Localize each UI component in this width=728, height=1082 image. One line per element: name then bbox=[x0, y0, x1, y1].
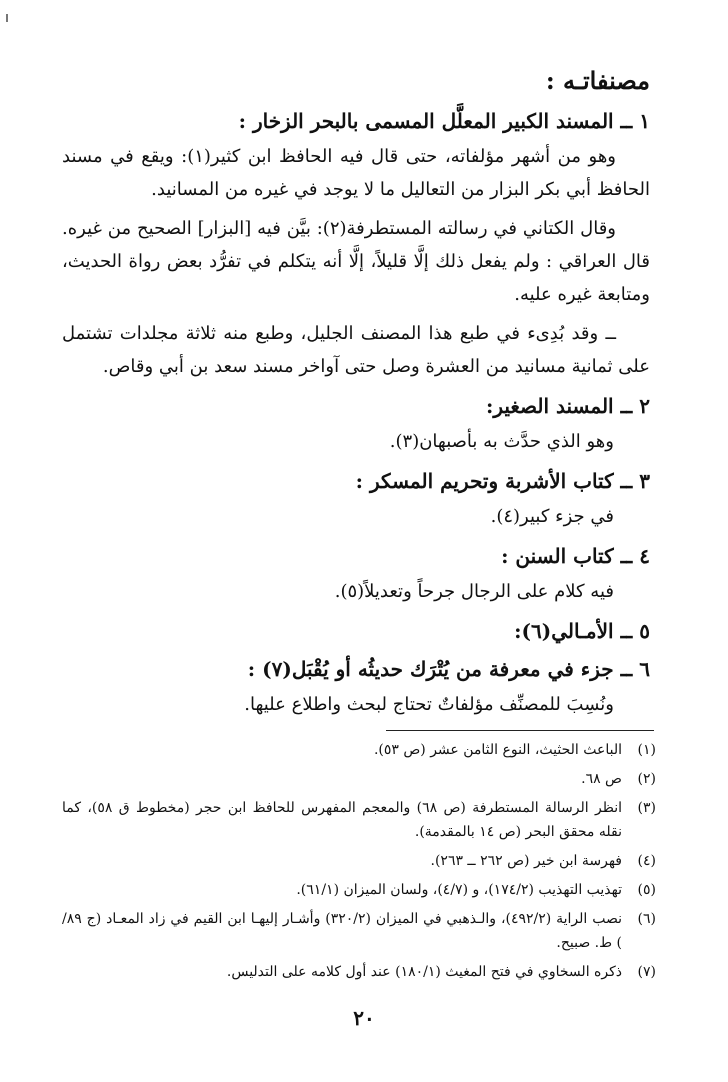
footnote bbox=[62, 849, 656, 873]
footnote-number: (٦) bbox=[637, 911, 656, 927]
footnote-text: ذكره السخاوي في فتح المغيث (١٨٠/١) عند أول كلامه على التدليس. bbox=[226, 964, 622, 980]
footnote-text: نصب الراية (٤٩٢/٢)، والـذهبي في الميزان (٣٢٠/٢) وأشـار إليهـا ابن القيم في زاد المعـاد (ج ٨٩/ ) ط. صبيح. bbox=[62, 911, 623, 951]
item-3-paragraph: في جزء كبير(٤). bbox=[490, 506, 614, 527]
footnote bbox=[62, 738, 656, 762]
footnote bbox=[62, 960, 656, 984]
footnote-text: الباعث الحثيث، النوع الثامن عشر (ص ٥٣). bbox=[373, 742, 622, 758]
footnote-number: (٧) bbox=[637, 964, 656, 980]
footnote-number: (٥) bbox=[637, 882, 656, 898]
footnote bbox=[62, 878, 656, 902]
footnote bbox=[62, 907, 656, 955]
item-heading-3: ٣ ــ كتاب الأشربة وتحريم المسكر : bbox=[355, 469, 650, 493]
footnote-text: ص ٦٨. bbox=[581, 771, 622, 787]
footnote-number: (١) bbox=[637, 742, 656, 758]
footnote-number: (٤) bbox=[637, 853, 656, 869]
item-4-paragraph: فيه كلام على الرجال جرحاً وتعديلاً(٥). bbox=[334, 581, 614, 602]
item-1-paragraph-3: ــ وقد بُدِىء في طبع هذا المصنف الجليل، وطبع منه ثلاثة مجلدات تشتمل على ثمانية مسانيد من العشرة وصل حتى آواخر مسند سعد بن أبي وقاص. bbox=[62, 323, 650, 377]
item-6-paragraph: ونُسِبَ للمصنِّف مؤلفاتٌ تحتاج لبحث واطلاع عليها. bbox=[244, 694, 614, 715]
footnote-text: تهذيب التهذيب (١٧٤/٢)، و (٤/٧)، ولسان الميزان (٦١/١). bbox=[296, 882, 622, 898]
scan-edge-mark bbox=[6, 14, 8, 22]
item-1-paragraph-1: وهو من أشهر مؤلفاته، حتى قال فيه الحافظ ابن كثير(١): ويقع في مسند الحافظ أبي بكر البزار من التعاليل ما لا يوجد في غيره من المسانيد. bbox=[62, 146, 650, 200]
footnote bbox=[62, 767, 656, 791]
item-heading-6: ٦ ــ جزء في معرفة من يُتْرَك حديثُه أو يُقْبَل(٧) : bbox=[247, 657, 650, 681]
footnotes bbox=[62, 738, 656, 989]
item-heading-2: ٢ ــ المسند الصغير: bbox=[485, 394, 650, 418]
page-number: ٢٠ bbox=[353, 1006, 375, 1030]
footnote-text: فهرسة ابن خير (ص ٢٦٢ ــ ٢٦٣). bbox=[430, 853, 622, 869]
footnote-number: (٢) bbox=[637, 771, 656, 787]
footnote-separator bbox=[386, 730, 654, 731]
footnote-number: (٣) bbox=[637, 800, 656, 816]
main-text bbox=[62, 62, 650, 727]
item-heading-4: ٤ ــ كتاب السنن : bbox=[501, 544, 650, 568]
item-1-paragraph-2: وقال الكتاني في رسالته المستطرفة(٢): بيَّن فيه [البزار] الصحيح من غيره. قال العراقي : ولم يفعل ذلك إلَّا قليلاً، إلَّا أنه يتكلم في تفرُّد بعض رواة الحديث، ومتابعة غيره عليه. bbox=[62, 218, 650, 305]
item-heading-1: ١ ــ المسند الكبير المعلَّل المسمى بالبحر الزخار : bbox=[238, 109, 650, 133]
item-heading-5: ٥ ــ الأمـالي(٦): bbox=[514, 619, 650, 643]
footnote bbox=[62, 796, 656, 844]
section-title: مصنفاتـه : bbox=[545, 66, 650, 95]
footnote-text: انظر الرسالة المستطرفة (ص ٦٨) والمعجم المفهرس للحافظ ابن حجر (مخطوط ق ٥٨)، كما نقله محقق البحر (ص ١٤ بالمقدمة). bbox=[62, 800, 622, 840]
item-2-paragraph: وهو الذي حدَّث به بأصبهان(٣). bbox=[389, 431, 614, 452]
